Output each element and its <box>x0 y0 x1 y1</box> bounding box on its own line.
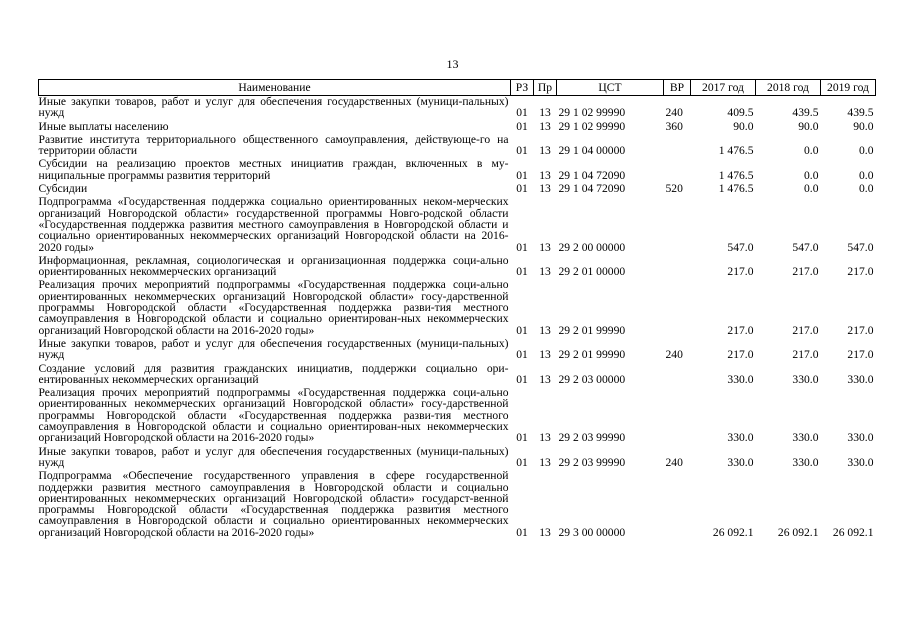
cell-rz: 01 <box>516 106 528 120</box>
cell-y2019: 330.0 <box>847 455 874 469</box>
cell-y2017: 90.0 <box>733 119 754 133</box>
cell-cst: 29 1 04 72090 <box>558 182 626 196</box>
page-number: 13 <box>446 57 459 71</box>
cell-y2018: 217.0 <box>792 323 819 337</box>
cell-cst: 29 3 00 00000 <box>558 525 626 539</box>
cell-y2018: 439.5 <box>792 106 819 120</box>
cell-cst: 29 2 01 99990 <box>558 348 626 362</box>
header-name: Наименование <box>39 80 511 96</box>
cell-cst: 29 2 01 00000 <box>558 265 626 279</box>
cell-y2018: 90.0 <box>798 119 819 133</box>
cell-vr <box>664 158 691 183</box>
cell-y2017: 330.0 <box>727 455 754 469</box>
table-body <box>39 96 876 540</box>
cell-name: Реализация прочих мероприятий подпрограммы «Государственная поддержка соци-ально ориентированных некоммерческих организаций Новгородской области» госу-дарственной программы Новгородской области «Государственная поддержка разви-тия местного самоуправления в Новгородской области и социально ориентирован-ных некоммерческих организаций Новгородской области на 2016-2020 годы» <box>38 386 509 445</box>
cell-rz: 01 <box>516 455 528 469</box>
cell-pr: 13 <box>539 323 551 337</box>
cell-rz: 01 <box>516 348 528 362</box>
cell-name: Реализация прочих мероприятий подпрограммы «Государственная поддержка соци-ально ориентированных некоммерческих организаций Новгородской области» госу-дарственной программы Новгородской области «Государственная поддержка разви-тия местного самоуправления в Новгородской области и социально ориентирован-ных некоммерческих организаций Новгородской области на 2016-2020 годы» <box>38 278 509 337</box>
cell-vr <box>664 363 691 388</box>
cell-y2017: 217.0 <box>727 323 754 337</box>
cell-y2018: 217.0 <box>792 348 819 362</box>
cell-y2019: 330.0 <box>847 431 874 445</box>
cell-name: Субсидии <box>38 182 88 196</box>
cell-y2019: 547.0 <box>847 240 874 254</box>
cell-y2019: 217.0 <box>847 265 874 279</box>
cell-pr: 13 <box>539 144 551 158</box>
cell-pr: 13 <box>539 372 551 386</box>
cell-vr <box>664 255 691 280</box>
cell-y2017: 547.0 <box>727 240 754 254</box>
cell-name: Развитие института территориального общественного самоуправления, действующе-го на территории области <box>38 132 509 158</box>
cell-vr: 240 <box>665 348 683 362</box>
table-row <box>39 470 876 540</box>
cell-pr: 13 <box>539 119 551 133</box>
cell-y2019: 26 092.1 <box>832 525 874 539</box>
cell-vr <box>664 387 691 445</box>
cell-vr: 360 <box>665 119 683 133</box>
cell-y2017: 26 092.1 <box>712 525 754 539</box>
cell-cst: 29 2 01 99990 <box>558 323 626 337</box>
cell-cst: 29 2 00 00000 <box>558 240 626 254</box>
cell-pr: 13 <box>539 455 551 469</box>
cell-pr: 13 <box>539 168 551 182</box>
cell-pr: 13 <box>539 182 551 196</box>
header-2018: 2018 год <box>756 80 821 96</box>
cell-y2018: 26 092.1 <box>777 525 819 539</box>
cell-y2019: 90.0 <box>853 119 874 133</box>
cell-pr: 13 <box>539 348 551 362</box>
cell-rz: 01 <box>516 119 528 133</box>
cell-name: Субсидии на реализацию проектов местных инициатив граждан, включенных в му-ниципальные программы развития территорий <box>38 157 509 182</box>
cell-name: Иные закупки товаров, работ и услуг для обеспечения государственных (муници-пальных) нужд <box>38 336 509 362</box>
cell-vr: 520 <box>665 182 683 196</box>
cell-y2019: 439.5 <box>847 106 874 120</box>
cell-y2018: 0.0 <box>804 168 819 182</box>
cell-rz: 01 <box>516 525 528 539</box>
cell-y2018: 330.0 <box>792 431 819 445</box>
cell-y2017: 409.5 <box>727 106 754 120</box>
cell-name: Подпрограмма «Государственная поддержка социально ориентированных неком-мерческих организаций Новгородской области» государственной программы Новго-родской области «Государственная поддержка развития местного самоуправления в Новгородской области и социально ориентированных некоммерческих организаций Новгородской области на 2016-2020 годы» <box>38 195 509 254</box>
cell-rz: 01 <box>516 431 528 445</box>
cell-cst: 29 2 03 99990 <box>558 431 626 445</box>
cell-cst: 29 2 03 99990 <box>558 455 626 469</box>
cell-vr <box>664 279 691 337</box>
header-cst: ЦСТ <box>557 80 664 96</box>
cell-name: Информационная, рекламная, социологическая и организационная поддержка соци-ально ориентированных некоммерческих организаций <box>38 253 509 279</box>
cell-y2017: 330.0 <box>727 372 754 386</box>
table-row <box>39 134 876 159</box>
table-row <box>39 255 876 280</box>
cell-y2018: 330.0 <box>792 372 819 386</box>
cell-y2018: 547.0 <box>792 240 819 254</box>
cell-pr: 13 <box>539 431 551 445</box>
cell-y2017: 1 476.5 <box>718 144 754 158</box>
cell-pr: 13 <box>539 525 551 539</box>
cell-cst: 29 1 04 00000 <box>558 144 626 158</box>
table-row <box>39 121 876 134</box>
cell-rz: 01 <box>516 265 528 279</box>
cell-y2018: 0.0 <box>804 144 819 158</box>
cell-vr <box>664 470 691 540</box>
cell-rz: 01 <box>516 182 528 196</box>
cell-vr <box>664 134 691 159</box>
cell-cst: 29 2 03 00000 <box>558 372 626 386</box>
cell-y2017: 217.0 <box>727 348 754 362</box>
cell-rz: 01 <box>516 323 528 337</box>
table-row <box>39 196 876 254</box>
cell-y2017: 217.0 <box>727 265 754 279</box>
cell-name: Создание условий для развития гражданских инициатив, поддержки социально ори-ентированных некоммерческих организаций <box>38 361 509 386</box>
cell-name: Иные закупки товаров, работ и услуг для обеспечения государственных (муници-пальных) нужд <box>38 444 509 469</box>
table-row <box>39 338 876 363</box>
cell-y2019: 217.0 <box>847 348 874 362</box>
header-pr: Пр <box>534 80 557 96</box>
cell-vr: 240 <box>665 455 683 469</box>
cell-rz: 01 <box>516 144 528 158</box>
cell-cst: 29 1 02 99990 <box>558 119 626 133</box>
cell-name: Иные закупки товаров, работ и услуг для обеспечения государственных (муници-пальных) нужд <box>38 95 509 120</box>
table-header-row <box>39 80 876 96</box>
header-rz: РЗ <box>511 80 534 96</box>
table-row <box>39 183 876 196</box>
cell-y2018: 0.0 <box>804 182 819 196</box>
header-2019: 2019 год <box>821 80 876 96</box>
cell-y2019: 0.0 <box>859 144 874 158</box>
cell-y2017: 330.0 <box>727 431 754 445</box>
cell-pr: 13 <box>539 265 551 279</box>
cell-y2018: 330.0 <box>792 455 819 469</box>
cell-cst: 29 1 04 72090 <box>558 168 626 182</box>
cell-pr: 13 <box>539 106 551 120</box>
table-row <box>39 363 876 388</box>
cell-y2018: 217.0 <box>792 265 819 279</box>
cell-name: Подпрограмма «Обеспечение государственного управления в сфере государственной поддержки развития местного самоуправления в Новгородской области и социально ориентированных некоммерческих организаций Новгородской области» государст-венной программы Новгородской области «Государственная поддержка развития местного самоуправления в Новгородской области и социально ориентированных некоммерческих организаций Новгородской области на 2016-2020 годы» <box>38 469 509 539</box>
cell-y2019: 0.0 <box>859 182 874 196</box>
cell-vr <box>664 196 691 254</box>
cell-rz: 01 <box>516 240 528 254</box>
table-row <box>39 158 876 183</box>
budget-table <box>38 79 876 540</box>
table-row <box>39 446 876 471</box>
cell-y2019: 217.0 <box>847 323 874 337</box>
table-row <box>39 387 876 445</box>
cell-vr: 240 <box>665 106 683 120</box>
cell-pr: 13 <box>539 240 551 254</box>
cell-cst: 29 1 02 99990 <box>558 106 626 120</box>
cell-rz: 01 <box>516 372 528 386</box>
cell-y2017: 1 476.5 <box>718 168 754 182</box>
cell-y2019: 330.0 <box>847 372 874 386</box>
cell-y2017: 1 476.5 <box>718 182 754 196</box>
header-2017: 2017 год <box>691 80 756 96</box>
table-row <box>39 96 876 121</box>
table-row <box>39 279 876 337</box>
header-vr: ВР <box>664 80 691 96</box>
cell-y2019: 0.0 <box>859 168 874 182</box>
cell-name: Иные выплаты населению <box>38 119 169 133</box>
cell-rz: 01 <box>516 168 528 182</box>
